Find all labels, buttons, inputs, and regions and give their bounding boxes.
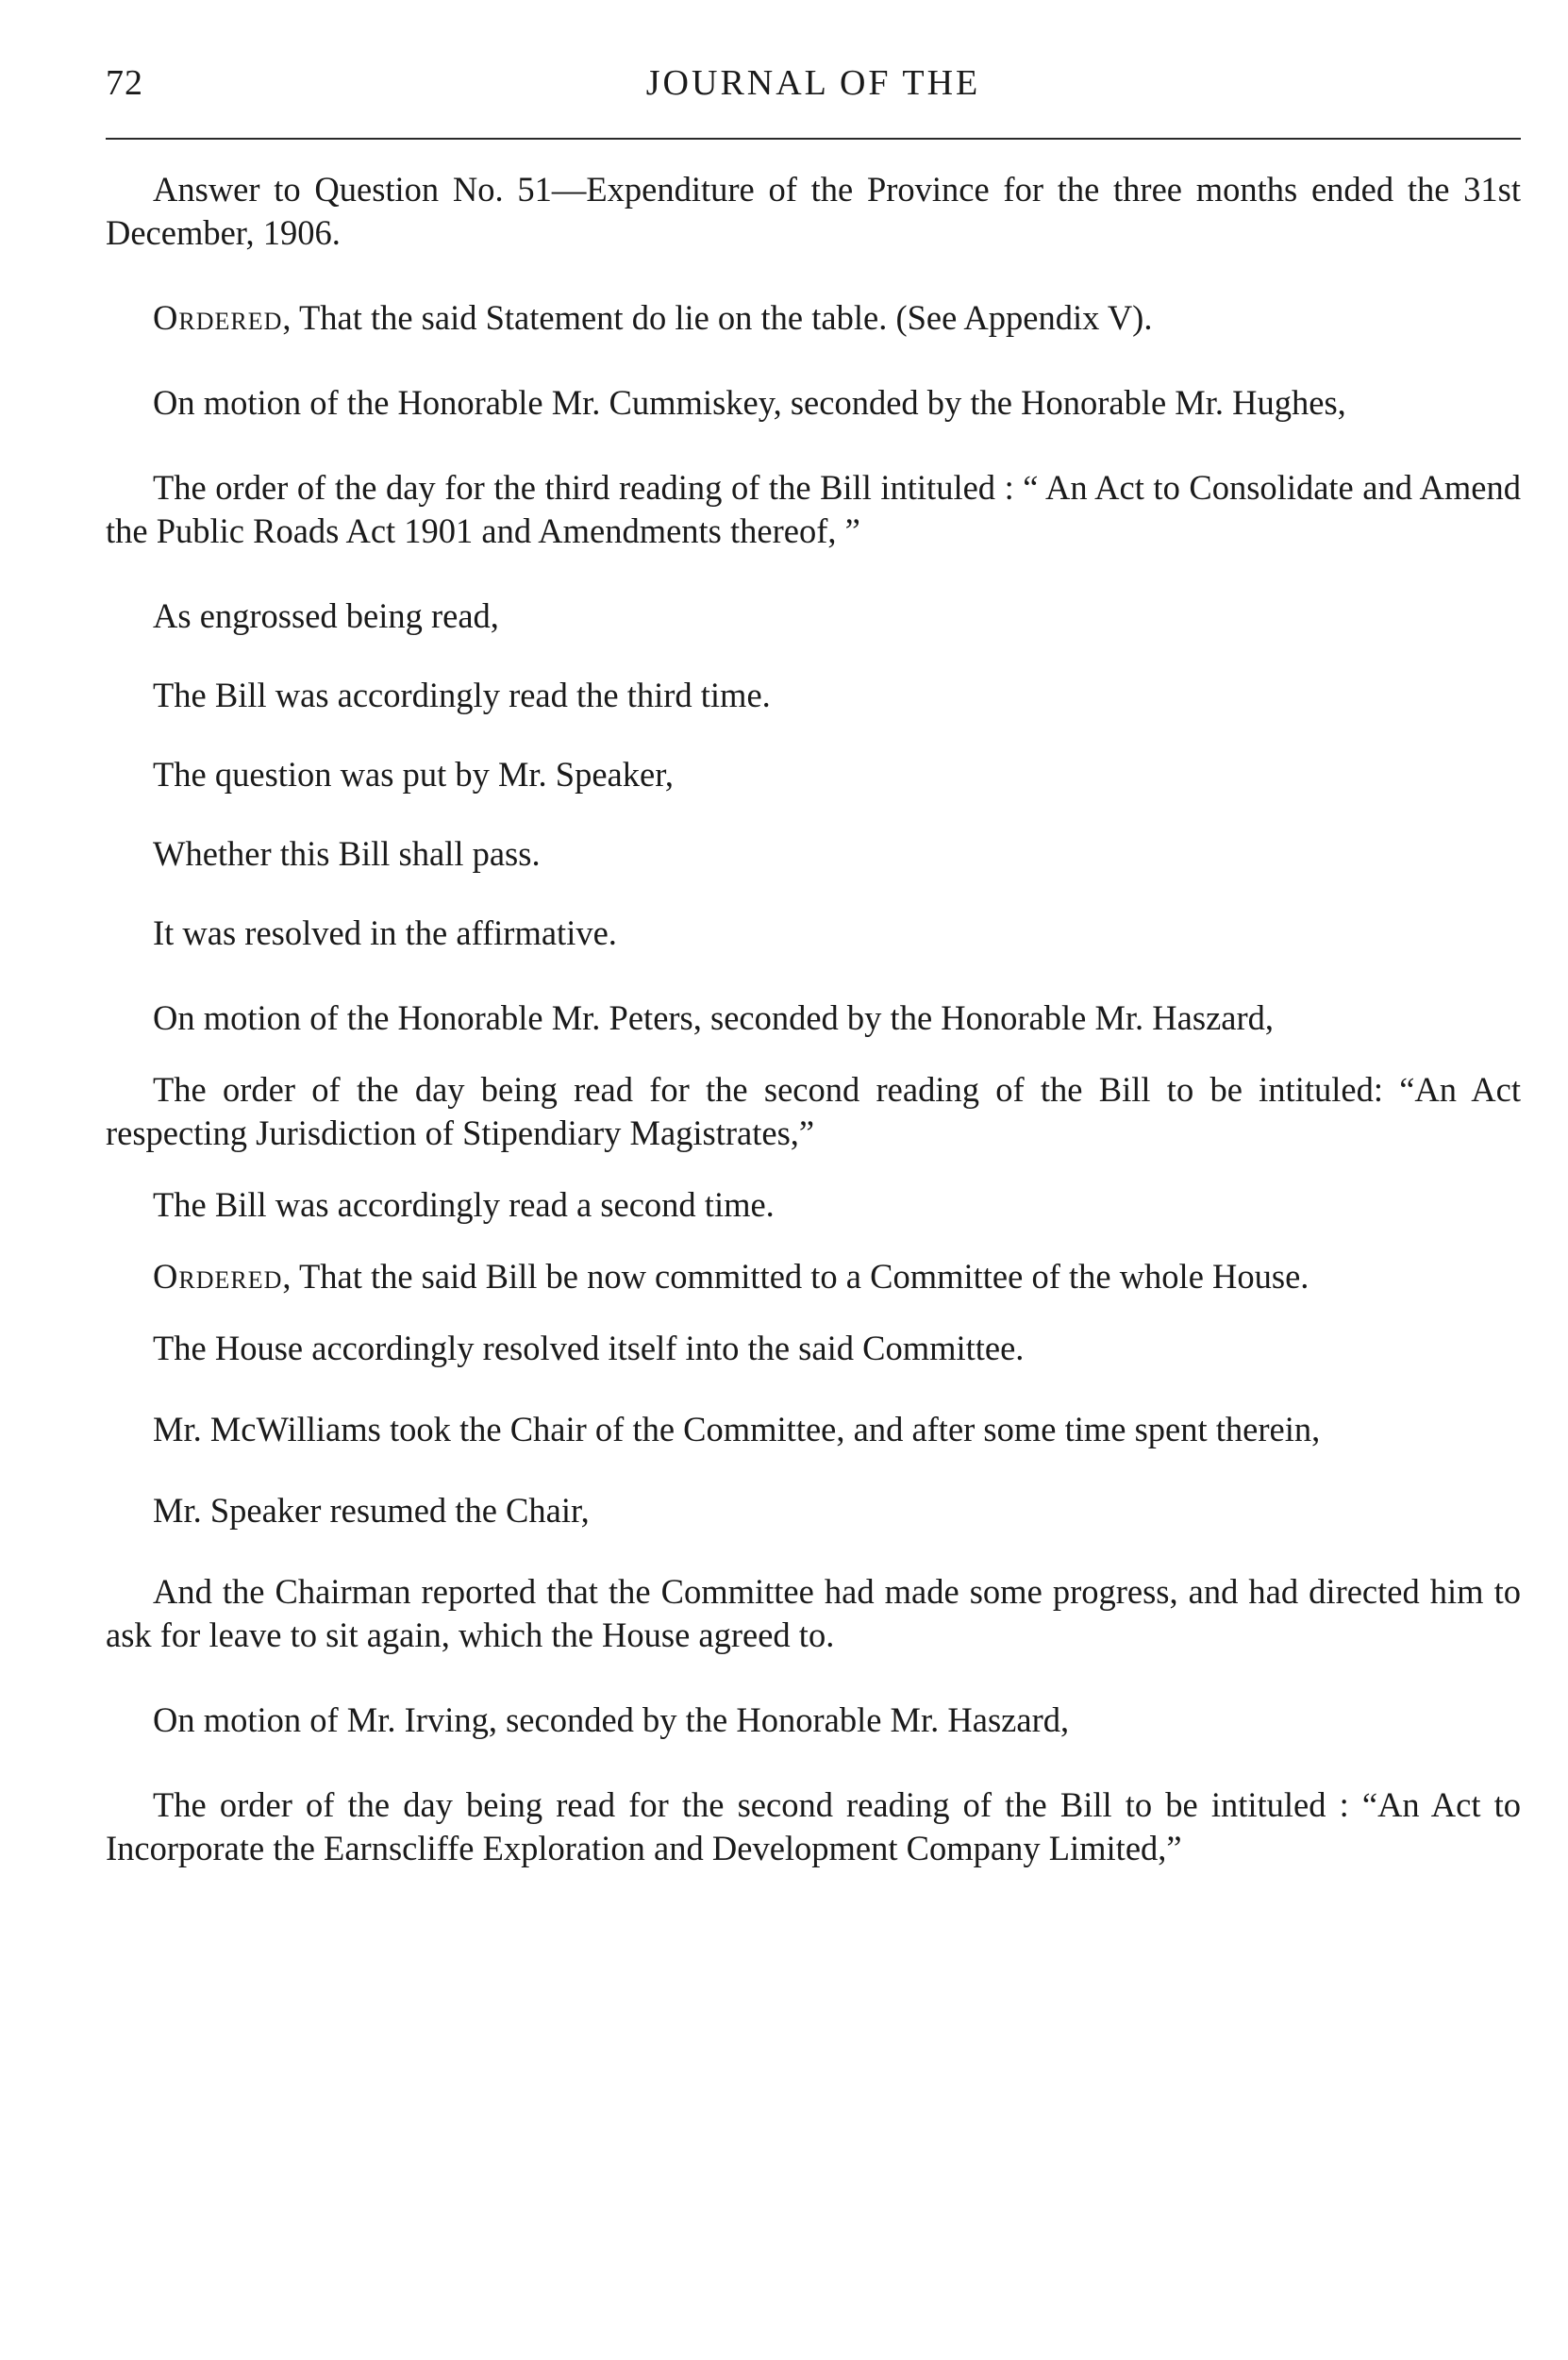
paragraph: The order of the day being read for the second reading of the Bill to be intituled: “An Act respecting Jurisdiction of Stipendiary Magistrates,” (106, 1070, 1521, 1152)
paragraph (106, 1255, 1521, 1298)
paragraph: It was resolved in the affirmative. (153, 913, 617, 952)
paragraph: The House accordingly resolved itself into the said Committee. (153, 1329, 1025, 1367)
ordered-lead: Ordered (153, 298, 283, 337)
paragraph: Whether this Bill shall pass. (153, 834, 541, 873)
paragraph: On motion of the Honorable Mr. Cummiskey, seconded by the Honorable Mr. Hughes, (153, 383, 1346, 422)
running-title: JOURNAL OF THE (645, 63, 981, 103)
paragraph (106, 296, 1521, 340)
header-rule (106, 138, 1521, 140)
paragraph-text: , That the said Statement do lie on the table. (See Appendix V). (282, 298, 1153, 337)
ordered-lead: Ordered (153, 1257, 283, 1296)
paragraph: The order of the day being read for the second reading of the Bill to be intituled : “An Act to Incorporate the Earnscliffe Exploration and Development Company Limited,” (106, 1785, 1521, 1867)
paragraph: The question was put by Mr. Speaker, (153, 755, 675, 794)
paragraph: On motion of the Honorable Mr. Peters, seconded by the Honorable Mr. Haszard, (153, 998, 1274, 1037)
paragraph: The Bill was accordingly read a second time. (153, 1185, 775, 1224)
paragraph: Mr. Speaker resumed the Chair, (153, 1491, 590, 1530)
paragraph-text: , That the said Bill be now committed to a Committee of the whole House. (282, 1257, 1309, 1296)
paragraph: As engrossed being read, (153, 596, 499, 635)
paragraph: On motion of Mr. Irving, seconded by the Honorable Mr. Haszard, (153, 1700, 1070, 1739)
paragraph: The Bill was accordingly read the third time. (153, 676, 771, 714)
journal-body (106, 168, 1521, 1870)
paragraph: And the Chairman reported that the Committee had made some progress, and had directed him to ask for leave to sit again, which the House agreed to. (106, 1572, 1521, 1654)
paragraph: Answer to Question No. 51—Expenditure of the Province for the three months ended the 31st December, 1906. (106, 170, 1521, 252)
page-header (106, 62, 1521, 119)
page-number: 72 (106, 63, 143, 103)
paragraph: Mr. McWilliams took the Chair of the Committee, and after some time spent therein, (153, 1410, 1321, 1448)
paragraph: The order of the day for the third reading of the Bill intituled : “ An Act to Consolidate and Amend the Public Roads Act 1901 and Amendments thereof, ” (106, 468, 1521, 550)
